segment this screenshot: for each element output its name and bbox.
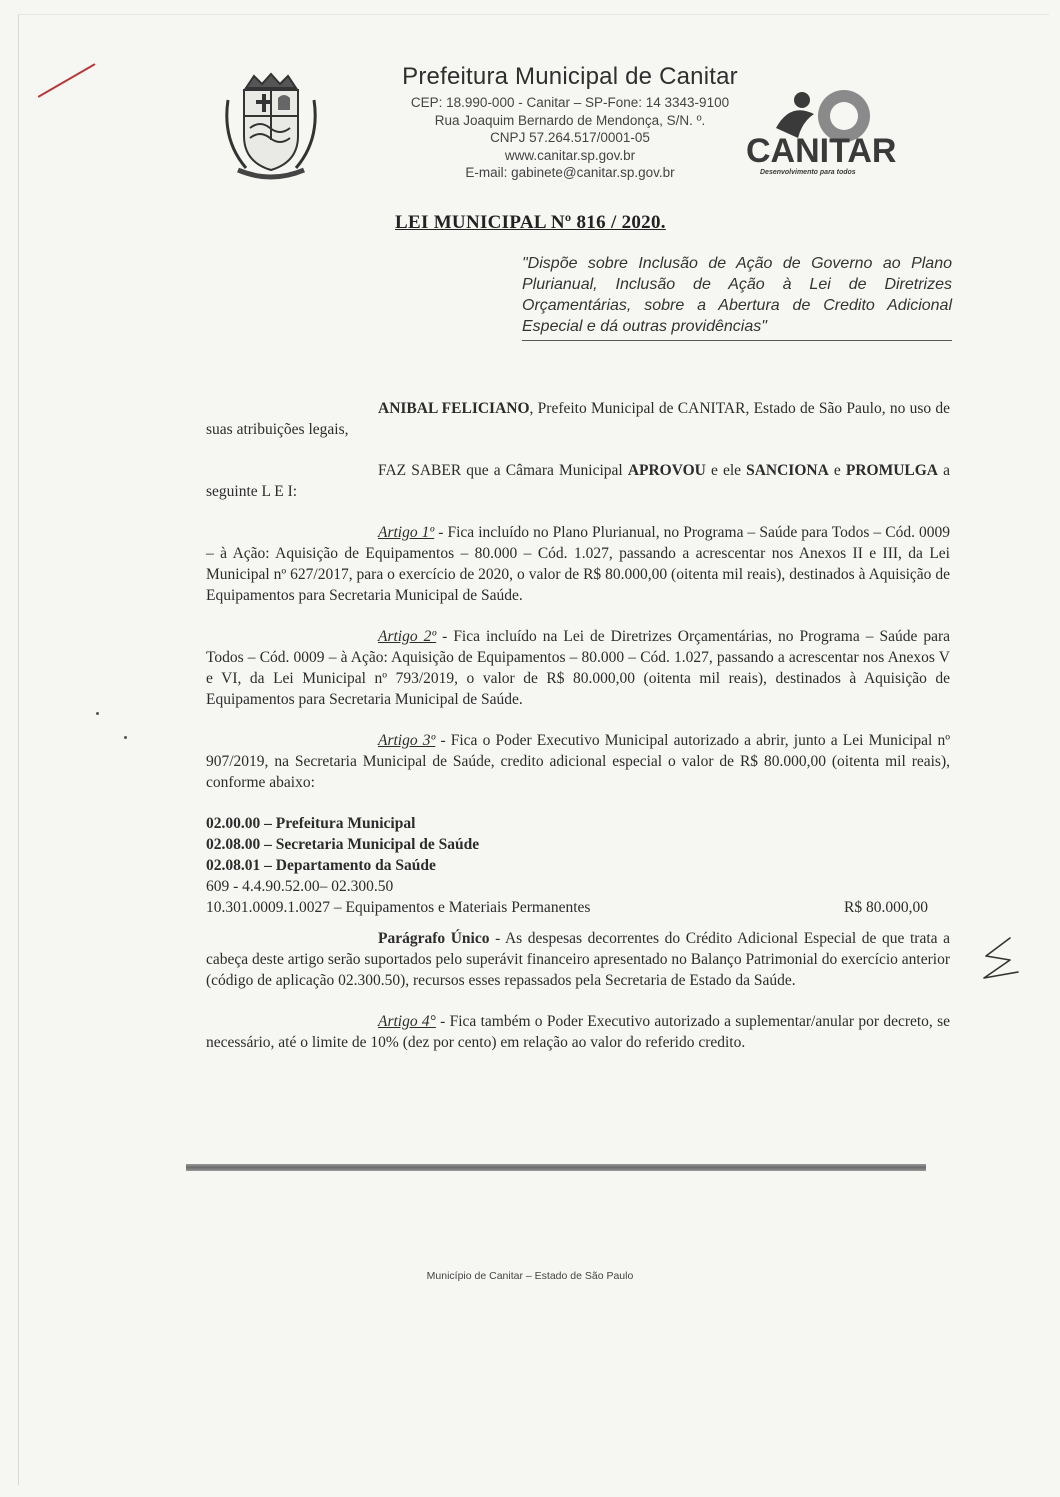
scan-speck	[96, 712, 99, 715]
letterhead	[360, 62, 780, 182]
budget-line-4: 609 - 4.4.90.52.00– 02.300.50	[206, 878, 394, 895]
budget-amount: R$ 80.000,00	[844, 899, 928, 916]
law-summary: "Dispõe sobre Inclusão de Ação de Governo ao Plano Plurianual, Inclusão de Ação à Lei de Diretrizes Orçamentárias, sobre a Abertura de Credito Adicional Especial e dá outras providências"	[522, 253, 952, 341]
enactment-clause	[206, 460, 950, 502]
article-2	[206, 626, 950, 710]
budget-line-5-row	[206, 897, 950, 918]
paragrafo-unico-text: - As despesas decorrentes do Crédito Adicional Especial de que trata a cabeça deste artigo serão suportados pelo superávit financeiro apresentado no Balanço Patrimonial do exercício anterior (código de aplicação 02.300.50), recursos esses repassados pela Secretaria de Estado da Saúde.	[206, 930, 950, 989]
article-4-label: Artigo 4°	[378, 1013, 436, 1030]
brand-name: CANITAR	[746, 132, 897, 170]
budget-line-2: 02.08.00 – Secretaria Municipal de Saúde	[206, 836, 480, 853]
paragrafo-unico-label: Parágrafo Único	[378, 930, 490, 947]
budget-line-3: 02.08.01 – Departamento da Saúde	[206, 857, 436, 874]
website-line: www.canitar.sp.gov.br	[504, 147, 636, 163]
address-line: Rua Joaquim Bernardo de Mendonça, S/N. º.	[434, 112, 706, 128]
article-2-text: - Fica incluído na Lei de Diretrizes Orçamentárias, no Programa – Saúde para Todos – Cód. 0009 – à Ação: Aquisição de Equipamentos – 80.000 – Cód. 1.027, passando a acrescentar nos Anexos V e VI, da Lei Municipal nº 793/2019, o valor de R$ 80.000,00 (oitenta mil reais), destinados à Aquisição de Equipamentos para Secretaria Municipal de Saúde.	[206, 628, 951, 708]
brand-tagline: Desenvolvimento para todos	[760, 169, 856, 176]
mayor-name: ANIBAL FELICIANO	[378, 400, 530, 417]
scan-speck	[124, 736, 127, 739]
enactment-aprovou: APROVOU	[627, 462, 706, 479]
budget-line-1: 02.00.00 – Prefeitura Municipal	[206, 815, 416, 832]
email-line: E-mail: gabinete@canitar.sp.gov.br	[465, 165, 675, 180]
enactment-text-4: a seguinte L E I:	[206, 462, 950, 500]
preamble-text: , Prefeito Municipal de CANITAR, Estado de São Paulo, no uso de suas atribuições legais,	[206, 400, 950, 438]
article-3-text: - Fica o Poder Executivo Municipal autorizado a abrir, junto a Lei Municipal nº 907/2019, na Secretaria Municipal de Saúde, credito adicional especial o valor de R$ 80.000,00 (oitenta mil reais), conforme abaixo:	[206, 732, 951, 791]
paragrafo-unico	[206, 928, 950, 991]
handwritten-mark	[976, 934, 1024, 984]
article-2-label: Artigo 2º	[378, 628, 437, 645]
budget-line-5: 10.301.0009.1.0027 – Equipamentos e Materiais Permanentes	[206, 899, 591, 916]
enactment-text-3: e	[828, 462, 846, 479]
article-3-label: Artigo 3º	[378, 732, 436, 749]
article-3	[206, 730, 950, 793]
canitar-brand-logo	[740, 84, 910, 178]
enactment-sanciona: SANCIONA	[746, 462, 829, 479]
law-title: LEI MUNICIPAL Nº 816 / 2020.	[395, 212, 666, 233]
article-1-text: - Fica incluído no Plano Plurianual, no Programa – Saúde para Todos – Cód. 0009 – à Ação: Aquisição de Equipamentos – 80.000 – Cód. 1.027, passando a acrescentar nos Anexos II e III, da Lei Municipal nº 627/2017, para o exercício de 2020, o valor de R$ 80.000,00 (oitenta mil reais), destinados à Aquisição de Equipamentos para Secretaria Municipal de Saúde.	[206, 524, 951, 604]
enactment-promulga: PROMULGA	[845, 462, 939, 479]
article-4-text: - Fica também o Poder Executivo autorizado a suplementar/anular por decreto, se necessário, até o limite de 10% (dez por cento) em relação ao valor do referido credito.	[206, 1013, 950, 1051]
law-body	[206, 398, 950, 1073]
org-name: Prefeitura Municipal de Canitar	[402, 63, 738, 90]
enactment-text-1: FAZ SABER que a Câmara Municipal	[378, 462, 628, 479]
municipal-crest-logo	[216, 70, 326, 182]
enactment-text-2: e ele	[705, 462, 747, 479]
article-1-label: Artigo 1º	[378, 524, 435, 541]
article-1	[206, 522, 950, 606]
cnpj-line: CNPJ 57.264.517/0001-05	[490, 130, 650, 145]
preamble	[206, 398, 950, 440]
footer-text: Município de Canitar – Estado de São Paulo	[426, 1270, 634, 1282]
budget-allocation	[206, 813, 950, 918]
cep-phone-line: CEP: 18.990-000 - Canitar – SP-Fone: 14 3343-9100	[410, 95, 730, 110]
footer-rule	[186, 1164, 926, 1171]
article-4	[206, 1011, 950, 1053]
